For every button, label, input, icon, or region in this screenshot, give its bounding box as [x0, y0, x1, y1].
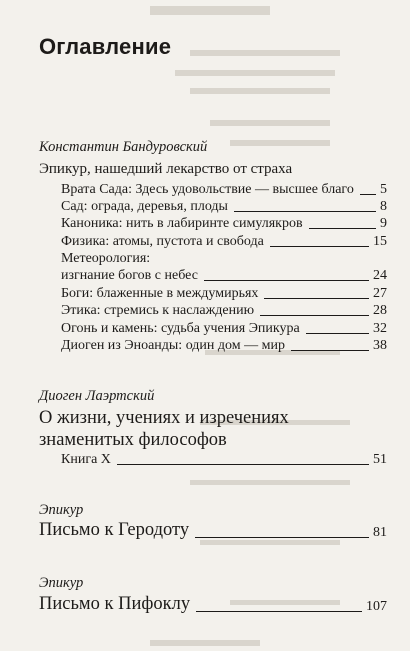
section-author: Эпикур	[39, 575, 84, 591]
leader-line	[306, 333, 369, 334]
toc-entry-text: изгнание богов с небес	[61, 268, 198, 283]
leader-line	[260, 315, 369, 316]
section-title-line: знаменитых философов	[39, 430, 227, 450]
toc-entry-text: Боги: блаженные в междумирьях	[61, 286, 259, 301]
toc-entry-text: Письмо к Пифоклу	[39, 594, 191, 614]
toc-entry-text: Этика: стремись к наслаждению	[61, 303, 255, 318]
section-author: Константин Бандуровский	[39, 139, 208, 155]
section-author: Диоген Лаэртский	[39, 388, 155, 404]
section-title-line: О жизни, учениях и изречениях	[39, 408, 289, 428]
toc-entry-text: Диоген из Эноанды: один дом — мир	[61, 338, 285, 353]
leader-line	[234, 211, 376, 212]
toc-entry-page: 32	[373, 321, 387, 336]
toc-entry-page: 8	[380, 199, 387, 214]
leader-line	[204, 280, 369, 281]
toc-entry-page: 38	[373, 338, 387, 353]
toc-entry[interactable]	[39, 520, 387, 541]
toc-entry-page: 9	[380, 216, 387, 231]
toc-entry-page: 27	[373, 286, 387, 301]
leader-line	[196, 611, 362, 612]
toc-entry[interactable]	[61, 268, 387, 284]
leader-line	[117, 464, 369, 465]
toc-entry-text: Физика: атомы, пустота и свобода	[61, 234, 264, 249]
toc-entry-text: Сад: ограда, деревья, плоды	[61, 199, 228, 214]
toc-entry[interactable]	[61, 338, 387, 354]
toc-entry-page: 81	[373, 525, 387, 540]
section-author: Эпикур	[39, 502, 84, 518]
toc-entry-page: 15	[373, 234, 387, 249]
toc-entry[interactable]	[39, 594, 387, 615]
toc-entry-text: Огонь и камень: судьба учения Эпикура	[61, 321, 300, 336]
leader-line	[291, 350, 369, 351]
toc-entry-page: 28	[373, 303, 387, 318]
toc-entry-page: 24	[373, 268, 387, 283]
toc-entry[interactable]	[61, 452, 387, 468]
toc-entry[interactable]	[61, 199, 387, 215]
leader-line	[270, 246, 369, 247]
section-title: Эпикур, нашедший лекарство от страха	[39, 161, 293, 177]
toc-entry[interactable]	[61, 321, 387, 337]
page-title: Оглавление	[39, 34, 172, 59]
toc-entry[interactable]	[61, 303, 387, 319]
toc-entry[interactable]	[61, 234, 387, 250]
leader-line	[309, 228, 376, 229]
toc-entry-page: 107	[366, 599, 387, 614]
toc-entry-text: Метеорология:	[61, 251, 151, 266]
leader-line	[360, 194, 376, 195]
toc-entry-text: Врата Сада: Здесь удовольствие — высшее благо	[61, 182, 354, 197]
toc-entry[interactable]	[61, 182, 387, 198]
leader-line	[195, 537, 369, 538]
toc-entry-text: Письмо к Геродоту	[39, 520, 190, 540]
toc-entry-text: Книга X	[61, 452, 111, 467]
toc-entry[interactable]	[61, 286, 387, 302]
leader-line	[264, 298, 369, 299]
toc-entry[interactable]	[61, 216, 387, 232]
toc-entry-page: 51	[373, 452, 387, 467]
toc-entry-page: 5	[380, 182, 387, 197]
toc-entry-text: Каноника: нить в лабиринте симулякров	[61, 216, 303, 231]
